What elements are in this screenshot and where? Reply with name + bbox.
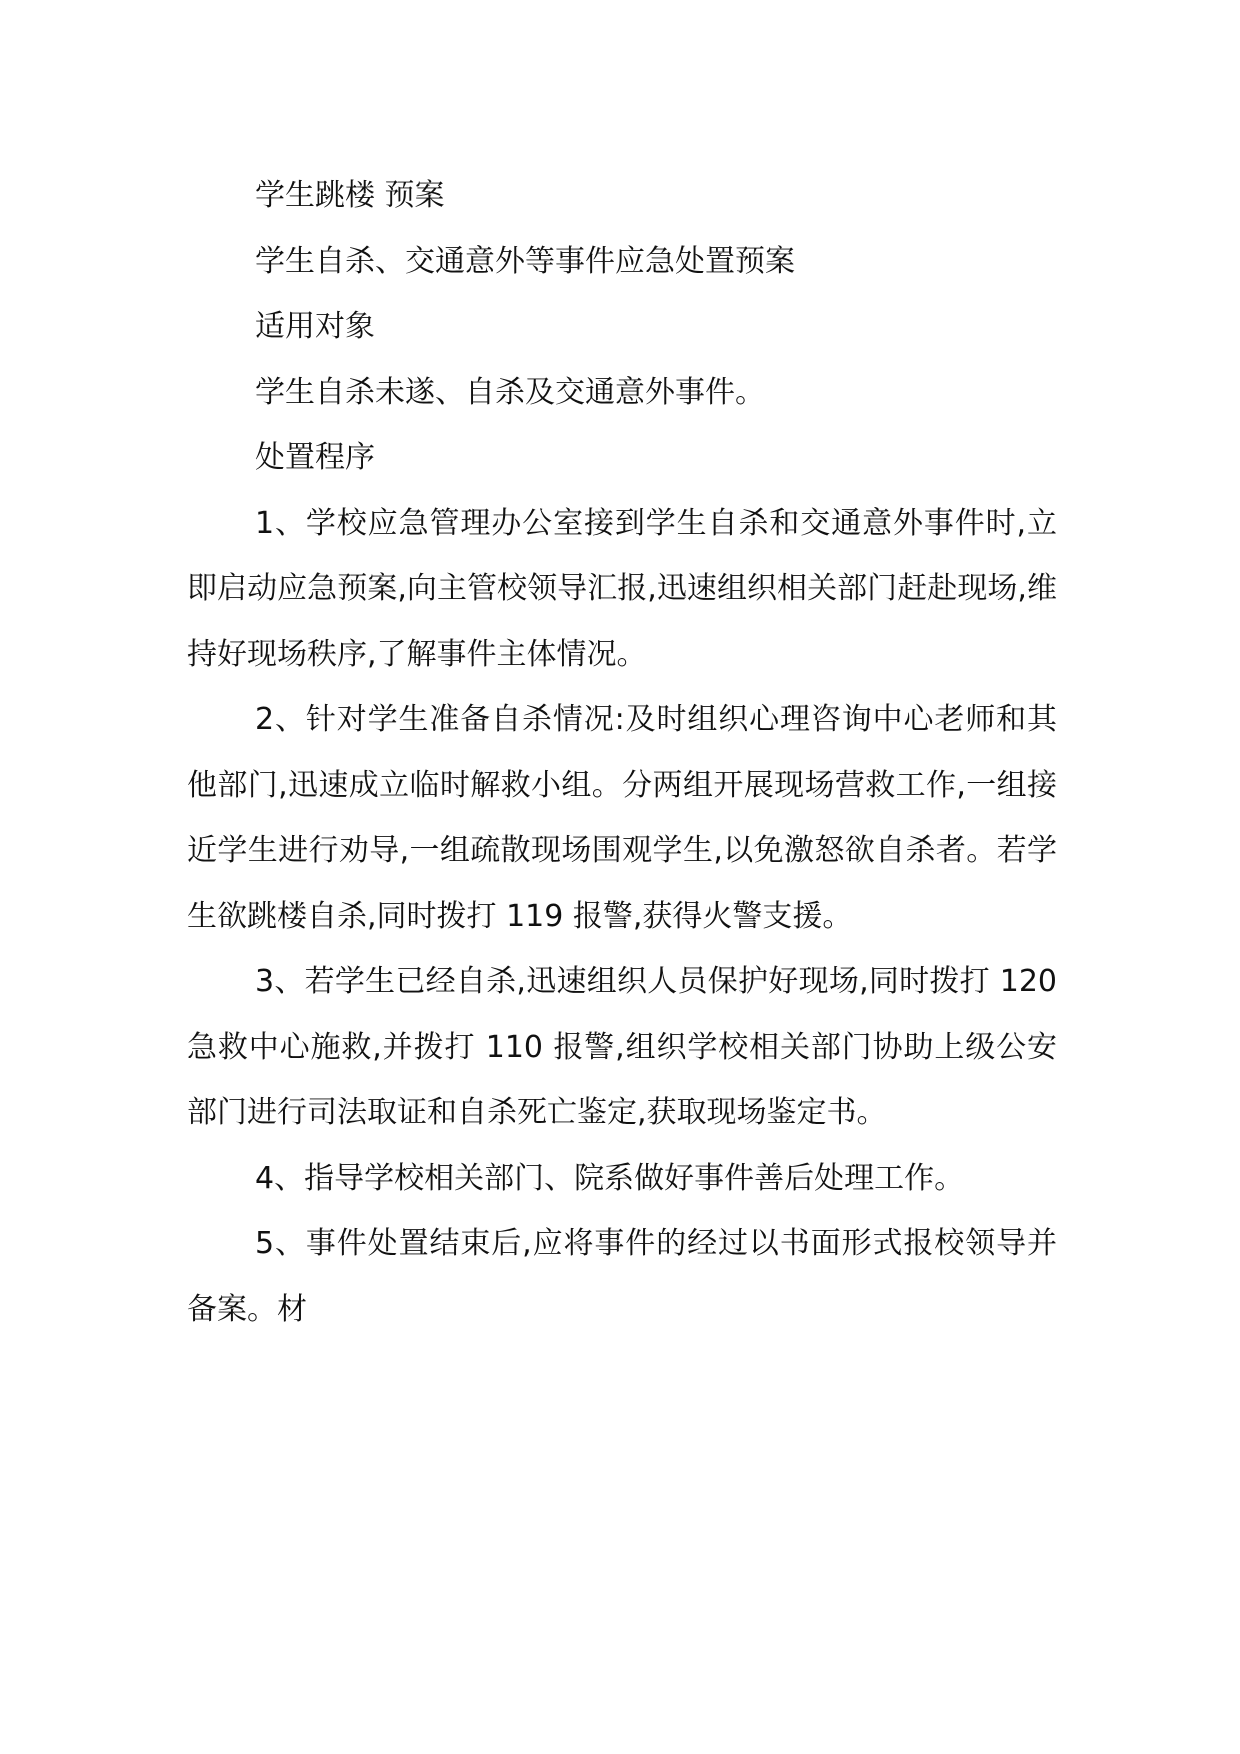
plan-title: 学生自杀、交通意外等事件应急处置预案 bbox=[255, 243, 795, 279]
procedure-step-1: 1、学校应急管理办公室接到学生自杀和交通意外事件时,立即启动应急预案,向主管校领导汇报,迅速组织相关部门赶赴现场,维持好现场秩序,了解事件主体情况。 bbox=[187, 505, 1057, 672]
scope-heading: 适用对象 bbox=[255, 309, 375, 344]
document-body bbox=[187, 163, 1057, 1342]
procedure-heading: 处置程序 bbox=[255, 440, 375, 475]
procedure-step-4: 4、指导学校相关部门、院系做好事件善后处理工作。 bbox=[255, 1160, 965, 1196]
procedure-step-5: 5、事件处置结束后,应将事件的经过以书面形式报校领导并备案。材 bbox=[187, 1226, 1057, 1327]
procedure-step-2: 2、针对学生准备自杀情况:及时组织心理咨询中心老师和其他部门,迅速成立临时解救小组。分两组开展现场营救工作,一组接近学生进行劝导,一组疏散现场围观学生,以免激怒欲自杀者。若学生欲跳楼自杀,同时拨打 119 报警,获得火警支援。 bbox=[187, 702, 1057, 934]
procedure-step-3: 3、若学生已经自杀,迅速组织人员保护好现场,同时拨打 120 急救中心施救,并拨打 110 报警,组织学校相关部门协助上级公安部门进行司法取证和自杀死亡鉴定,获取现场鉴定书。 bbox=[187, 964, 1057, 1130]
document-title: 学生跳楼 预案 bbox=[255, 178, 445, 213]
scope-text: 学生自杀未遂、自杀及交通意外事件。 bbox=[255, 374, 765, 410]
